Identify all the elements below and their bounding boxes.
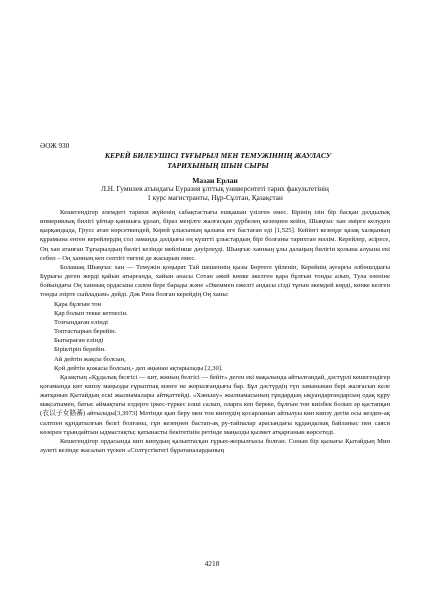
udc-code: ӘОЖ 930 [40,142,70,150]
poem-line: Топтастырып берейін. [54,328,117,336]
body-paragraph: Қазақтың «Құдалық белгісі — кит, жиның белгісі — бейіт» деген екі мақалында айтылғандай, дәстүрлі кешегендігер қоғамында кит кипзу маңызды ғұрыптық мәнге не жорылғандығы бар. Бұл дәстүрдің түп заманынан бері жалғасып келе жатқанын Қытайдың ескі жылнамалары айтқаттейді. «Хяньшу» жылнамасының гұндардың ықуандарғандарсың одақ құру мақсатымен, батыс аймақтағы елдерге іркес-түркес елші салып, оларға кеп береке, бұлғын тон киізбек болып әр қастапқан (衣以子女賂蕃) айтылады[3,3973] Мәтінде қып беру мен тон кипзудің қосарланып айтылуы кип кипзу дегім осы кезден-ақ салтпен құндатылғын белгі болғаны, гұн кезеңнен бастап-ақ ру-тайпалар арасындағы құдандалық байланыс пен саяси көзерен тұындайтын ыдмастақты; қатынасты бекітетінін ретінде маңызды қызмет атқарғанын көрсетеді. [40,373,390,436]
poem-line: Тозғындаған елінді [54,318,108,326]
page-number: 4218 [204,559,220,568]
poem-quote [54,300,390,373]
article-title [50,151,386,171]
author-name: Мазан Ерлан [192,176,238,185]
poem-line: Қара бұлғын тон [54,300,102,308]
poem-line: Қой дейтін қожасы болсын,- деп аңынан ақтарылады [2,30]. [54,364,223,372]
body-paragraph: Кешегендігер ордасында кип кипудың қалыптасқан ғұрып-жорылғысы болған. Сонын бір қызығы Қытайдың Мин әулеті кезінде жасалып түскен «Солтүстіктегі бұратаналардының [40,437,390,455]
affiliation-line: Л.Н. Гумилев атындағы Еуразия ұлттық университеті тарих факультетінің [101,185,329,193]
affiliation-line: 1 курс магистранты, Нұр-Сұлтан, Қазақстан [147,194,283,202]
poem-line: Біріктіріп берейін. [54,346,106,354]
body-paragraph: Болашақ Шыңғыс хан — Темужін қоңырат Тай шешеннің қызы Бөртеге үйленіп, Керейнің ауғарғы әлбөшлдығы Бүрығы деген жерді қайын атырғанда, хайын анасы Сотан әжей көпке әкелген қара бұлғын тонды алып, Тула өзеніне бойындағы Оң ханның ордасына сәлем бере барады және «Әкеммен ежелгі андасы сізді тұғын әкемдей көрді, көпке келген тонды әзірте сыйладым» дейді. Дәк Риза болған керейдің Оң ханы: [40,263,390,299]
body-paragraph: Кешегендігер әлемдегі тарихи жүйенің сабақтастығы ешқашан үзілген емес. Бірінің ізін бір басқан дәлдылық ипмериялық билігі ұйтыр қаншыға ұрлап, біраз меңілге жалғасқан дүрбелең кезеңнен кейін, Шыңғыс хан әмірге келуден қырқандыда, Грусс атап көрсеткендей, Керей ұлысының қалыпа еге бастаған еді [1,525]. Кейінгі кезеңде қазақ халқының құрамына енген керейлердің сол заманда дәлдығы ең күштті ұлыстардың бірі болғаны тарихтан мәлім. Керейлер, әсіресе, Оң хан атанған Тұғырылдың билігі кезінде мейлінше дәуірлеуді. Шыңғыс ханның ұлы далаңың билігін қолына алуына екі себеп – Оң ханның кеп септігі тигені де жасырын емес. [40,209,390,262]
title-line: ТАРИХЫНЫҢ ШЫН СЫРЫ [167,161,269,170]
poem-line: Ай дейтін жақсы болсын, [54,355,126,363]
poem-line: Бытыраған елінді [54,337,104,345]
article-body [40,208,390,455]
author-affiliation [60,185,370,203]
poem-line: Қар болып текке кетпесін. [54,309,128,317]
title-line: КЕРЕЙ БИЛЕУШІСІ ТҰҒЫРЫЛ МЕН ТЕМУЖІННІҢ ЖАУЛАСУ [104,151,332,160]
